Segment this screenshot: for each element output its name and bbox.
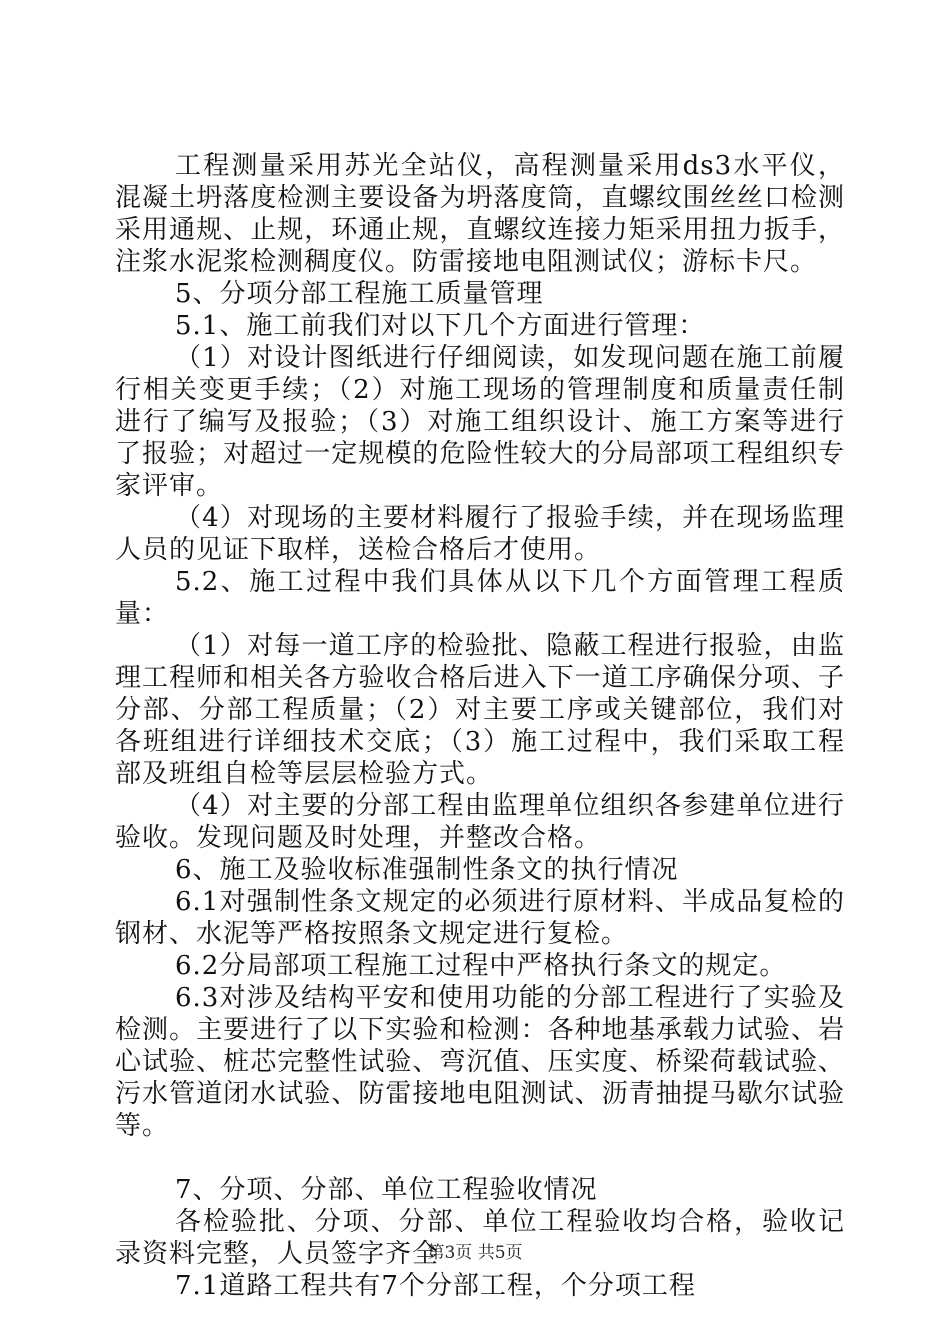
blank-line	[115, 1142, 845, 1174]
paragraph-5-2-items: （1）对每一道工序的检验批、隐蔽工程进行报验，由监理工程师和相关各方验收合格后进入下一道工序确保分项、子分部、分部工程质量；（2）对主要工序或关键部位，我们对各班组进行详细技术交底；（3）施工过程中，我们采取工程部及班组自检等层层检验方式。	[115, 631, 845, 789]
heading-section-5: 5、分项分部工程施工质量管理	[175, 279, 544, 309]
paragraph-6-2: 6.2分局部项工程施工过程中严格执行条文的规定。	[175, 951, 787, 981]
paragraph-6-3: 6.3对涉及结构平安和使用功能的分部工程进行了实验及检测。主要进行了以下实验和检测：各种地基承载力试验、岩心试验、桩芯完整性试验、弯沉值、压实度、桥梁荷载试验、污水管道闭水试验、防雷接地电阻测试、沥青抽提马歇尔试验等。	[115, 983, 845, 1141]
paragraph-5-1-items: （1）对设计图纸进行仔细阅读，如发现问题在施工前履行相关变更手续；（2）对施工现场的管理制度和质量责任制进行了编写及报验；（3）对施工组织设计、施工方案等进行了报验；对超过一定规模的危险性较大的分局部项工程组织专家评审。	[115, 343, 845, 501]
paragraph-7-1: 7.1道路工程共有7个分部工程，个分项工程	[175, 1271, 696, 1301]
paragraph-survey-equipment: 工程测量采用苏光全站仪，高程测量采用ds3水平仪，混凝土坍落度检测主要设备为坍落度筒，直螺纹围丝丝口检测采用通规、止规，环通止规，直螺纹连接力矩采用扭力扳手，注浆水泥浆检测稠度仪。防雷接地电阻测试仪；游标卡尺。	[115, 151, 845, 277]
heading-section-5-2: 5.2、施工过程中我们具体从以下几个方面管理工程质量：	[115, 567, 845, 629]
heading-section-7: 7、分项、分部、单位工程验收情况	[175, 1175, 598, 1205]
paragraph-7-summary: 各检验批、分项、分部、单位工程验收均合格，验收记录资料完整，人员签字齐全	[115, 1207, 845, 1269]
paragraph-5-2-item-4: （4）对主要的分部工程由监理单位组织各参建单位进行验收。发现问题及时处理，并整改合格。	[115, 791, 845, 853]
page-number-footer: 第3页 共5页	[427, 1243, 523, 1263]
heading-section-6: 6、施工及验收标准强制性条文的执行情况	[175, 855, 679, 885]
document-body	[115, 150, 845, 1302]
paragraph-5-1-item-4: （4）对现场的主要材料履行了报验手续，并在现场监理人员的见证下取样，送检合格后才使用。	[115, 503, 845, 565]
paragraph-6-1: 6.1对强制性条文规定的必须进行原材料、半成品复检的钢材、水泥等严格按照条文规定进行复检。	[115, 887, 845, 949]
heading-section-5-1: 5.1、施工前我们对以下几个方面进行管理：	[175, 311, 706, 341]
